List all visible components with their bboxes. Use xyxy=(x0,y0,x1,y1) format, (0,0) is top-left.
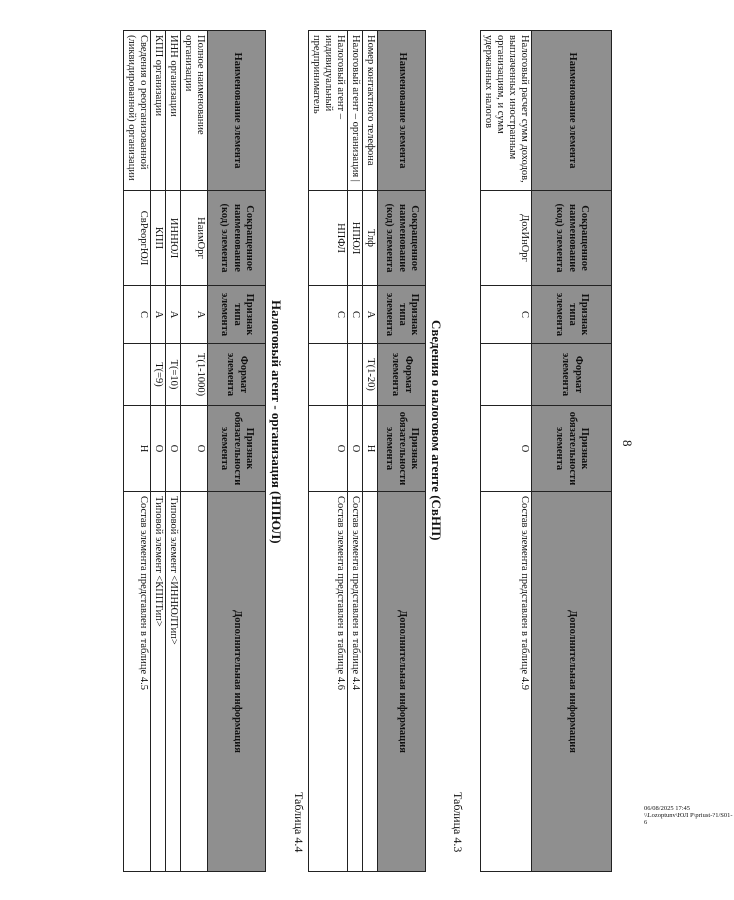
cell-info: Типовой элемент <ИННЮЛТип> xyxy=(165,492,180,872)
cell-code: НаимОрг xyxy=(180,191,207,286)
cell-code: НПЮЛ xyxy=(347,191,362,286)
cell-name: Номер контактного телефона xyxy=(362,31,377,191)
table-row xyxy=(165,31,180,872)
table-tax-agent-organization xyxy=(123,30,266,872)
print-timestamp: 06/08/2025 17:45 xyxy=(644,805,691,812)
header-info: Дополнительная информация xyxy=(532,492,612,872)
cell-type: С xyxy=(347,286,362,344)
table-row xyxy=(347,31,362,872)
header-name: Наименование элемента xyxy=(532,31,612,191)
table-row xyxy=(150,31,165,872)
cell-format: T(1-1000) xyxy=(180,344,207,406)
cell-required: О xyxy=(165,406,180,492)
cell-type: С xyxy=(308,286,347,344)
cell-code: СвРеоргЮЛ xyxy=(123,191,150,286)
header-type: Признак типа элемента xyxy=(208,286,266,344)
cell-type: С xyxy=(123,286,150,344)
cell-name: Налоговый расчет сумм доходов, выплаченных иностранным организациям, и сумм удержанных налогов xyxy=(480,31,531,191)
cell-info: Состав элемента представлен в таблице 4.4 xyxy=(347,492,362,872)
cell-name: КПП организации xyxy=(150,31,165,191)
cell-code: НПФЛ xyxy=(308,191,347,286)
cell-required: О xyxy=(347,406,362,492)
table-row xyxy=(180,31,207,872)
cell-code: ИННЮЛ xyxy=(165,191,180,286)
header-info: Дополнительная информация xyxy=(208,492,266,872)
cell-type: А xyxy=(362,286,377,344)
table-title-npyul: Налоговый агент - организация (НПЮЛ) xyxy=(269,300,284,544)
cell-code: Тлф xyxy=(362,191,377,286)
cell-format xyxy=(347,344,362,406)
header-code: Сокращенное наименование (код) элемента xyxy=(532,191,612,286)
cell-format xyxy=(308,344,347,406)
cell-required: О xyxy=(150,406,165,492)
table-row xyxy=(123,31,150,872)
header-info: Дополнительная информация xyxy=(378,492,426,872)
cell-required: О xyxy=(180,406,207,492)
cell-name: Налоговый агент – организация | xyxy=(347,31,362,191)
header-code: Сокращенное наименование (код) элемента xyxy=(378,191,426,286)
header-name: Наименование элемента xyxy=(208,31,266,191)
cell-required: О xyxy=(480,406,531,492)
cell-type: А xyxy=(150,286,165,344)
page-number: 8 xyxy=(620,440,635,447)
cell-name: Полное наименование организации xyxy=(180,31,207,191)
print-path: \\Lozoptunv\ЮЛ P\priust-?1/S01-6 xyxy=(644,812,733,826)
cell-format xyxy=(123,344,150,406)
cell-required: Н xyxy=(362,406,377,492)
cell-type: А xyxy=(180,286,207,344)
cell-code: КПП xyxy=(150,191,165,286)
table-element-info xyxy=(480,30,612,872)
table-caption-4-3: Таблица 4.3 xyxy=(451,792,465,853)
cell-name: ИНН организации xyxy=(165,31,180,191)
cell-info: Типовой элемент <КППТип> xyxy=(150,492,165,872)
cell-required: Н xyxy=(123,406,150,492)
header-format: Формат элемента xyxy=(532,344,612,406)
header-code: Сокращенное наименование (код) элемента xyxy=(208,191,266,286)
cell-info: Состав элемента представлен в таблице 4.5 xyxy=(123,492,150,872)
cell-format: T(=10) xyxy=(165,344,180,406)
cell-name: Сведения о реорганизованной (ликвидированной) организации xyxy=(123,31,150,191)
cell-format: T(=9) xyxy=(150,344,165,406)
header-type: Признак типа элемента xyxy=(532,286,612,344)
header-required: Признак обязательности элемента xyxy=(532,406,612,492)
cell-info: Состав элемента представлен в таблице 4.9 xyxy=(480,492,531,872)
header-type: Признак типа элемента xyxy=(378,286,426,344)
table-row xyxy=(308,31,347,872)
table-row xyxy=(362,31,377,872)
print-footer xyxy=(644,805,734,826)
cell-format: T(1-20) xyxy=(362,344,377,406)
cell-info xyxy=(180,492,207,872)
header-format: Формат элемента xyxy=(378,344,426,406)
cell-type: С xyxy=(480,286,531,344)
header-format: Формат элемента xyxy=(208,344,266,406)
cell-info xyxy=(362,492,377,872)
table-tax-agent-info xyxy=(308,30,426,872)
cell-name: Налоговый агент – индивидуальный предприниматель xyxy=(308,31,347,191)
header-required: Признак обязательности элемента xyxy=(378,406,426,492)
table-title-svnp: Сведения о налоговом агенте (СвНП) xyxy=(429,320,444,541)
cell-format xyxy=(480,344,531,406)
header-required: Признак обязательности элемента xyxy=(208,406,266,492)
cell-info: Состав элемента представлен в таблице 4.6 xyxy=(308,492,347,872)
cell-code: ДохИнОрг xyxy=(480,191,531,286)
cell-type: А xyxy=(165,286,180,344)
table-caption-4-4: Таблица 4.4 xyxy=(292,792,306,853)
header-name: Наименование элемента xyxy=(378,31,426,191)
cell-required: О xyxy=(308,406,347,492)
table-row xyxy=(480,31,531,872)
